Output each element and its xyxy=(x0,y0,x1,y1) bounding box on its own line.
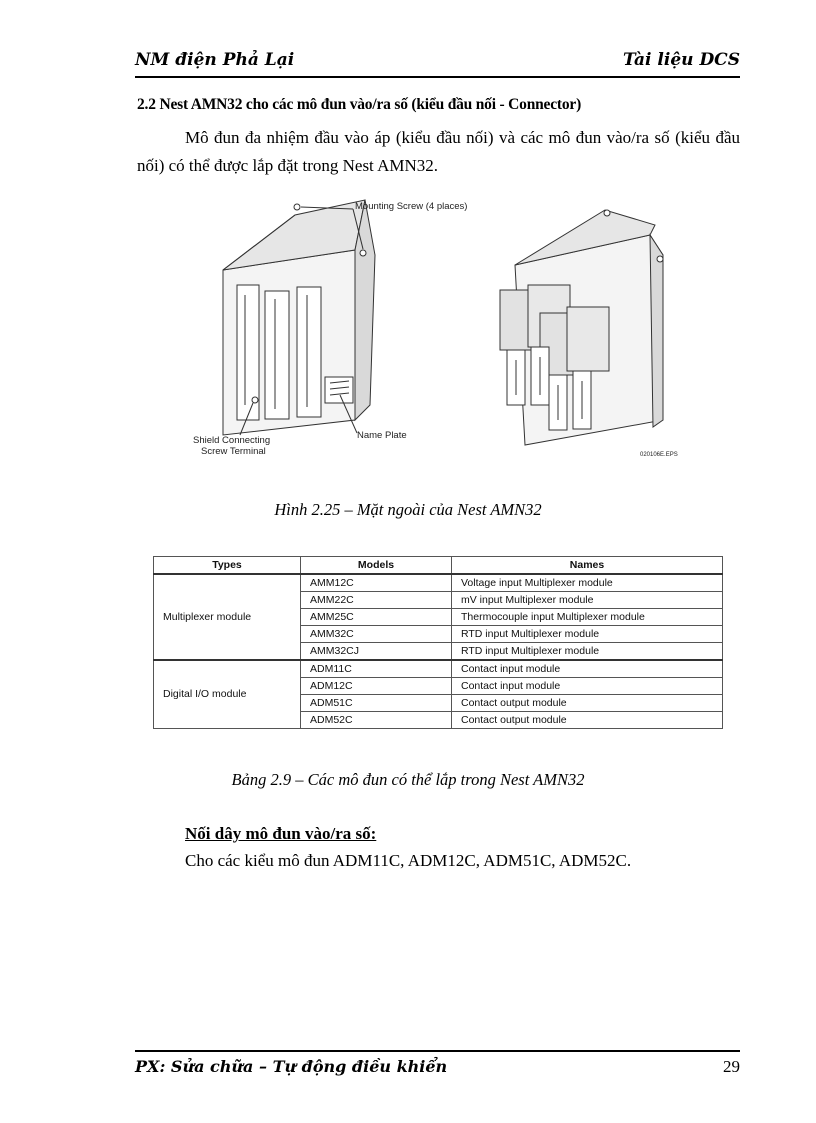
group-type-cell: Multiplexer module xyxy=(154,574,301,660)
footer-left: PX: Sửa chữa – Tự động điều khiển xyxy=(135,1057,448,1076)
group-type-cell: Digital I/O module xyxy=(154,660,301,729)
name-cell: Contact input module xyxy=(452,660,723,678)
table-header-row xyxy=(154,557,723,575)
eps-file-label: 020106E.EPS xyxy=(640,452,678,458)
page-number: 29 xyxy=(723,1057,740,1076)
figure-caption: Hình 2.25 – Mặt ngoài của Nest AMN32 xyxy=(274,500,542,519)
name-cell: RTD input Multiplexer module xyxy=(452,626,723,643)
model-cell: ADM52C xyxy=(301,712,452,729)
shield-terminal-label-line2: Screw Terminal xyxy=(201,446,266,457)
model-cell: AMM22C xyxy=(301,592,452,609)
header-types: Types xyxy=(154,557,301,575)
name-cell: Thermocouple input Multiplexer module xyxy=(452,609,723,626)
section-title: 2.2 Nest AMN32 cho các mô đun vào/ra số (kiểu đầu nối - Connector) xyxy=(137,96,582,113)
model-cell: ADM51C xyxy=(301,695,452,712)
nest-drawing xyxy=(185,195,685,470)
header-models: Models xyxy=(301,557,452,575)
name-cell: Contact output module xyxy=(452,695,723,712)
table-row xyxy=(154,660,723,678)
name-cell: Contact output module xyxy=(452,712,723,729)
module-table xyxy=(153,556,723,729)
header-names: Names xyxy=(452,557,723,575)
mounting-screw-label: Mounting Screw (4 places) xyxy=(355,201,468,212)
header-left: NM điện Phả Lại xyxy=(135,50,295,70)
intro-paragraph: Mô đun đa nhiệm đầu vào áp (kiểu đầu nối) và các mô đun vào/ra số (kiểu đầu nối) có thể được lắp đặt trong Nest AMN32. xyxy=(137,128,740,175)
model-cell: AMM32C xyxy=(301,626,452,643)
model-cell: AMM12C xyxy=(301,574,452,592)
page-header xyxy=(135,50,740,78)
table-caption: Bảng 2.9 – Các mô đun có thể lắp trong Nest AMN32 xyxy=(231,770,585,789)
nest-figure xyxy=(185,195,685,470)
name-cell: RTD input Multiplexer module xyxy=(452,643,723,661)
name-cell: Voltage input Multiplexer module xyxy=(452,574,723,592)
header-right: Tài liệu DCS xyxy=(623,50,740,70)
shield-terminal-label-line1: Shield Connecting xyxy=(193,435,271,446)
subsection-heading: Nối dây mô đun vào/ra số: xyxy=(185,824,377,843)
name-cell: Contact input module xyxy=(452,678,723,695)
model-cell: AMM25C xyxy=(301,609,452,626)
empty-nest-drawing xyxy=(223,200,375,435)
subsection-text: Cho các kiểu mô đun ADM11C, ADM12C, ADM51C, ADM52C. xyxy=(185,851,632,870)
model-cell: ADM11C xyxy=(301,660,452,678)
table-row xyxy=(154,574,723,592)
page-footer xyxy=(135,1050,740,1078)
loaded-nest-drawing xyxy=(500,210,663,445)
name-cell: mV input Multiplexer module xyxy=(452,592,723,609)
model-cell: ADM12C xyxy=(301,678,452,695)
name-plate-label: Name Plate xyxy=(357,430,407,441)
model-cell: AMM32CJ xyxy=(301,643,452,661)
